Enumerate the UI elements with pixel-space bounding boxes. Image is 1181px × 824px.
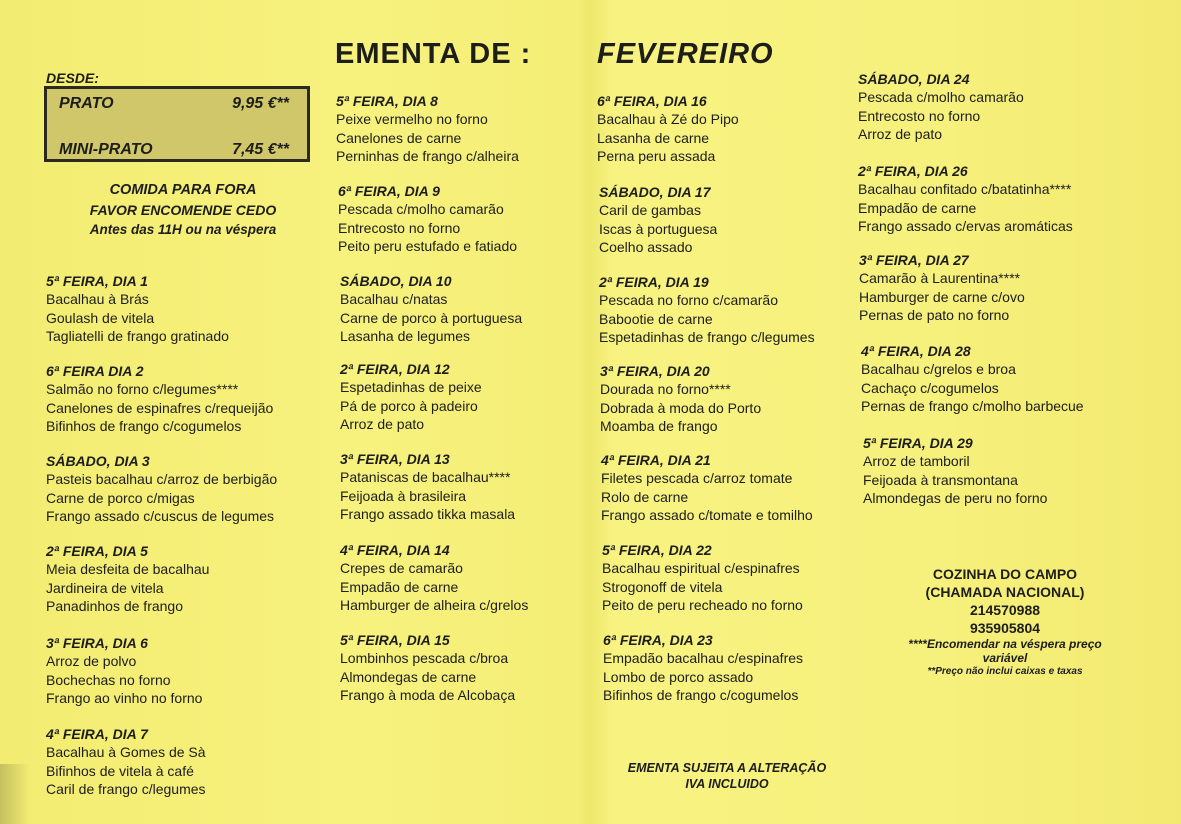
day-heading: SÁBADO, DIA 10: [340, 273, 452, 289]
dish-item: Moamba de frango: [600, 418, 718, 434]
dish-item: Cachaço c/cogumelos: [861, 379, 999, 396]
day-section: [603, 631, 883, 705]
day-section: [46, 542, 326, 616]
dish-item: Camarão à Laurentina****: [859, 270, 1021, 286]
dish-item: Pataniscas de bacalhau****: [340, 469, 511, 485]
takeaway-line2: FAVOR ENCOMENDE CEDO: [89, 202, 277, 218]
dish-item: Feijoada à transmontana: [863, 471, 1018, 488]
day-heading: 6ª FEIRA, DIA 23: [603, 632, 713, 648]
day-section: [340, 450, 620, 524]
dish-item: Bacalhau c/grelos e broa: [861, 361, 1016, 377]
day-section: [336, 92, 616, 166]
dish-item: Bacalhau à Brás: [46, 291, 149, 307]
day-heading: 5ª FEIRA, DIA 8: [336, 93, 438, 109]
takeaway-line3: Antes das 11H ou na véspera: [89, 222, 277, 237]
call-type: (CHAMADA NACIONAL): [925, 584, 1085, 600]
dish-item: Arroz de pato: [340, 416, 425, 432]
dish-item: Hamburger de alheira c/grelos: [340, 597, 529, 613]
dish-item: Arroz de polvo: [46, 653, 137, 669]
prato-price: 9,95 €**: [232, 95, 289, 112]
takeaway-note: [48, 180, 318, 240]
dish-item: Entrecosto no forno: [338, 219, 461, 236]
dish-item: Bochechas no forno: [46, 671, 171, 688]
dish-item: Meia desfeita de bacalhau: [46, 561, 210, 577]
dish-item: Feijoada à brasileira: [340, 487, 467, 504]
dish-item: Bifinhos de frango c/cogumelos: [46, 418, 242, 434]
dish-item: Perna peru assada: [597, 148, 716, 164]
dish-item: Rolo de carne: [601, 488, 689, 505]
dish-item: Frango à moda de Alcobaça: [340, 687, 516, 703]
dish-item: Filetes pescada c/arroz tomate: [601, 470, 793, 486]
dish-item: Crepes de camarão: [340, 560, 463, 576]
day-section: [600, 362, 880, 436]
dish-item: Bacalhau espiritual c/espinafres: [602, 560, 800, 576]
dish-item: Goulash de vitela: [46, 309, 155, 326]
dish-item: Strogonoff de vitela: [602, 578, 723, 595]
dish-item: Pescada c/molho camarão: [338, 201, 504, 217]
day-section: [46, 725, 326, 799]
day-heading: 2ª FEIRA, DIA 26: [858, 163, 968, 179]
dish-item: Canelones de espinafres c/requeijão: [46, 399, 274, 416]
day-heading: 3ª FEIRA, DIA 6: [46, 635, 148, 651]
day-heading: SÁBADO, DIA 24: [858, 71, 970, 87]
mini-prato-label: MINI-PRATO: [59, 141, 153, 158]
day-heading: 5ª FEIRA, DIA 15: [340, 632, 450, 648]
dish-item: Tagliatelli de frango gratinado: [46, 328, 229, 344]
dish-item: Panadinhos de frango: [46, 598, 183, 614]
dish-item: Peixe vermelho no forno: [336, 111, 488, 127]
restaurant-name: COZINHA DO CAMPO: [932, 566, 1078, 582]
phone-1: 214570988: [969, 602, 1041, 618]
dish-item: Peito de peru recheado no forno: [602, 597, 803, 613]
day-section: [340, 541, 620, 615]
dish-item: Frango assado c/cuscus de legumes: [46, 508, 275, 524]
mini-prato-price: 7,45 €**: [232, 141, 289, 158]
dish-item: Dourada no forno****: [600, 381, 731, 397]
day-section: [46, 272, 326, 346]
dish-item: Caril de gambas: [599, 202, 701, 218]
prato-label: PRATO: [59, 95, 114, 112]
day-section: [602, 541, 882, 615]
day-section: [601, 451, 881, 525]
dish-item: Hamburger de carne c/ovo: [859, 288, 1025, 305]
dish-item: Frango ao vinho no forno: [46, 690, 203, 706]
day-section: [858, 70, 1138, 144]
day-section: [46, 362, 326, 436]
price-row-mini-prato: [59, 141, 289, 159]
day-section: [340, 360, 620, 434]
menu-title: EMENTA DE :: [335, 38, 532, 70]
day-section: [858, 162, 1138, 236]
day-heading: 6ª FEIRA, DIA 9: [338, 183, 440, 199]
day-section: [599, 273, 879, 347]
dish-item: Almondegas de peru no forno: [863, 490, 1048, 506]
footer-note: [598, 760, 856, 792]
day-section: [46, 634, 326, 708]
dish-item: Pá de porco à padeiro: [340, 397, 478, 414]
note-price-excludes: **Preço não inclui caixas e taxas: [927, 666, 1083, 677]
dish-item: Arroz de pato: [858, 126, 943, 142]
dish-item: Bacalhau à Zé do Pipo: [597, 111, 739, 127]
day-heading: 5ª FEIRA, DIA 29: [863, 435, 973, 451]
day-heading: 6ª FEIRA, DIA 16: [597, 93, 707, 109]
dish-item: Pescada no forno c/camarão: [599, 292, 778, 308]
day-heading: 6ª FEIRA DIA 2: [46, 363, 144, 379]
dish-item: Lasanha de legumes: [340, 328, 470, 344]
price-box: [44, 86, 310, 162]
takeaway-line1: COMIDA PARA FORA: [109, 182, 257, 198]
dish-item: Carne de porco c/migas: [46, 489, 195, 506]
dish-item: Empadão de carne: [858, 199, 977, 216]
day-heading: 5ª FEIRA, DIA 1: [46, 273, 148, 289]
day-heading: SÁBADO, DIA 3: [46, 453, 150, 469]
day-heading: SÁBADO, DIA 17: [599, 184, 711, 200]
day-heading: 4ª FEIRA, DIA 14: [340, 542, 450, 558]
dish-item: Bifinhos de vitela à café: [46, 762, 194, 779]
day-section: [340, 631, 620, 705]
dish-item: Jardineira de vitela: [46, 579, 164, 596]
dish-item: Canelones de carne: [336, 129, 462, 146]
day-section: [597, 92, 877, 166]
day-heading: 4ª FEIRA, DIA 28: [861, 343, 971, 359]
dish-item: Pernas de frango c/molho barbecue: [861, 398, 1084, 414]
dish-item: Bacalhau c/natas: [340, 291, 448, 307]
dish-item: Iscas à portuguesa: [599, 220, 718, 237]
dish-item: Pernas de pato no forno: [859, 307, 1010, 323]
dish-item: Dobrada à moda do Porto: [600, 399, 762, 416]
day-section: [863, 434, 1143, 508]
day-heading: 5ª FEIRA, DIA 22: [602, 542, 712, 558]
dish-item: Pescada c/molho camarão: [858, 89, 1024, 105]
table-shadow: [0, 764, 30, 824]
note-order-day-before: ****Encomendar na véspera preço: [908, 637, 1102, 651]
dish-item: Empadão de carne: [340, 578, 459, 595]
dish-item: Frango assado c/ervas aromáticas: [858, 218, 1073, 234]
dish-item: Pasteis bacalhau c/arroz de berbigão: [46, 471, 278, 487]
dish-item: Empadão bacalhau c/espinafres: [603, 650, 804, 666]
dish-item: Peito peru estufado e fatiado: [338, 238, 518, 254]
footer-line2: IVA INCLUIDO: [685, 777, 769, 791]
dish-item: Bifinhos de frango c/cogumelos: [603, 687, 799, 703]
day-section: [599, 183, 879, 257]
dish-item: Arroz de tamboril: [863, 453, 970, 469]
menu-month: FEVEREIRO: [597, 38, 774, 70]
footer-line1: EMENTA SUJEITA A ALTERAÇÃO: [627, 761, 827, 775]
day-heading: 2ª FEIRA, DIA 12: [340, 361, 450, 377]
day-section: [338, 182, 618, 256]
dish-item: Bacalhau confitado c/batatinha****: [858, 181, 1072, 197]
dish-item: Lombinhos pescada c/broa: [340, 650, 509, 666]
day-heading: 3ª FEIRA, DIA 27: [859, 252, 969, 268]
dish-item: Espetadinhas de frango c/legumes: [599, 329, 815, 345]
day-section: [861, 342, 1141, 416]
dish-item: Almondegas de carne: [340, 668, 477, 685]
day-heading: 2ª FEIRA, DIA 19: [599, 274, 709, 290]
note-variable-price: variável: [982, 651, 1028, 665]
day-heading: 3ª FEIRA, DIA 20: [600, 363, 710, 379]
dish-item: Lasanha de carne: [597, 129, 710, 146]
dish-item: Caril de frango c/legumes: [46, 781, 206, 797]
phone-2: 935905804: [969, 620, 1041, 636]
dish-item: Coelho assado: [599, 239, 693, 255]
day-heading: 4ª FEIRA, DIA 7: [46, 726, 148, 742]
day-section: [46, 452, 326, 526]
dish-item: Perninhas de frango c/alheira: [336, 148, 519, 164]
contact-block: [870, 565, 1140, 679]
dish-item: Carne de porco à portuguesa: [340, 309, 523, 326]
day-section: [340, 272, 620, 346]
dish-item: Frango assado tikka masala: [340, 506, 516, 522]
day-section: [859, 251, 1139, 325]
dish-item: Babootie de carne: [599, 310, 713, 327]
price-row-prato: [59, 95, 289, 113]
dish-item: Frango assado c/tomate e tomilho: [601, 507, 813, 523]
day-heading: 3ª FEIRA, DIA 13: [340, 451, 450, 467]
desde-label: DESDE:: [46, 70, 99, 86]
dish-item: Salmão no forno c/legumes****: [46, 381, 239, 397]
day-heading: 2ª FEIRA, DIA 5: [46, 543, 148, 559]
day-heading: 4ª FEIRA, DIA 21: [601, 452, 711, 468]
dish-item: Espetadinhas de peixe: [340, 379, 482, 395]
dish-item: Entrecosto no forno: [858, 107, 981, 124]
dish-item: Lombo de porco assado: [603, 668, 754, 685]
dish-item: Bacalhau à Gomes de Sà: [46, 744, 206, 760]
